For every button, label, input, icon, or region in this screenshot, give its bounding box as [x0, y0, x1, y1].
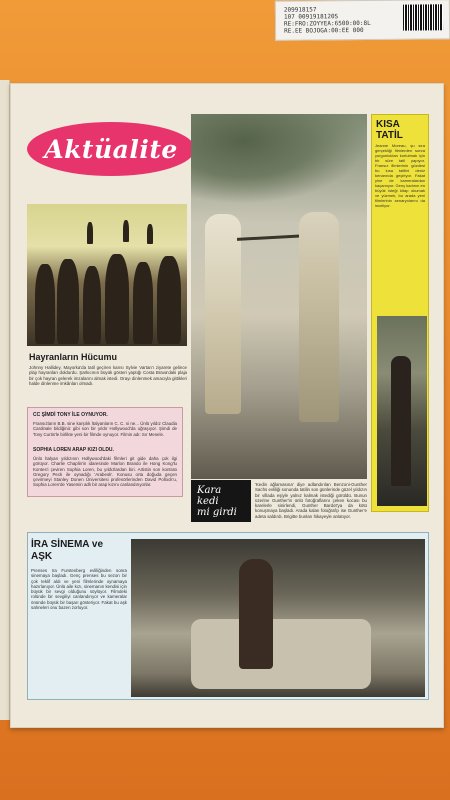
label-text — [284, 6, 404, 37]
ira-photo — [131, 539, 425, 697]
ira-title — [31, 539, 103, 563]
previous-page-edge — [0, 80, 10, 720]
sidebar-title-1: KISA — [376, 119, 400, 130]
label-line-3: RE.EE BOJOGA:00:EE 000 — [284, 26, 364, 35]
ira-body: Prenses Ira Furstenberg evliliğinden sonra sinemaya başladı. Genç prenses bu sezon bir çok teklif aldı ve yeni filmlerinde oynamaya hazırlanıyor. Ünlü aile kızı, sinemanın kendisi için büyük bir sevgi olduğunu söylüyor. Filmdeki rolünde bir sevgiliyi canlandırıyor ve kameralar önünde büyük bir başarı gösteriyor. Fakat bu aşk sahneleri onu bazen zorluyor. — [31, 568, 127, 611]
aktualite-logo — [27, 122, 195, 176]
sidebar-photo — [377, 316, 427, 506]
ira-title-1: İRA SİNEMA ve — [31, 539, 104, 550]
kara-kedi-tag — [191, 480, 251, 522]
kara-line-2: kedi — [197, 496, 219, 507]
person-figure — [391, 356, 411, 486]
pink-news-box — [27, 407, 183, 497]
pink-body-2: Ünlü İtalyan yıldızının Hollywood'daki filmleri git gide daha çok ilgi görüyor. Charlie Chaplin'in idaresinde Marlon Brando ile Hong Kong'lu Kontes'i çeviren Sophia Loren, bu yıldızlardan biri. Artistin son kontratı Gregory Peck ile oynadığı 'Arabesk'. Konusu orta doğuda geçen çevirmeyi Stanley Donen Üniversitesi profesörlerinden David Pollock'u, Sophia Loren'de Yasemin adlı bir arap kızını canlandırıyorlar. — [33, 456, 177, 488]
section1-body: Johnny Hallidey, Mayorka'da tatil geçiren karısı Sylvie Vartan'ı ziyarete gelince plajı hayranları doldurdu. Şarkıcının büyük gösteri yaptığı Costa Brava'daki plaja bir çok hayran gelerek imzalarını almak istedi. Orayı dinlenmek amacıyla gittikleri halde dinlenme imkânları olmadı. — [29, 365, 187, 386]
kara-line-4: girdi — [212, 507, 237, 518]
man-figure — [299, 212, 339, 422]
kara-line-3: mi — [197, 507, 210, 518]
label-line-1: 107 0091918120S — [283, 13, 339, 21]
woman-figure — [239, 559, 273, 669]
pink-body-1: Fransızların B.B. sine karşılık İtalyanların C. C. si ne... Ünlü yıldız Claudia Cardinale bildiğiniz gibi son bir yıldır Hollywood'da uğraşıyor. Şimdi de Tony Curtis'le birlikte yeni bir filmde oynuyor. Filmin adı: Sır Mesele. — [33, 421, 177, 437]
pink-head-1: CC ŞİMDİ TONY İLE OYNUYOR. — [33, 412, 108, 418]
pink-head-2: SOPHIA LOREN ARAP KIZI OLDU. — [33, 447, 114, 453]
rifle — [237, 234, 307, 241]
label-line-2: RE:FRO:ZOYYEA:6500:00:8L — [284, 19, 371, 28]
library-label — [275, 0, 450, 41]
bed — [191, 619, 371, 689]
trees — [191, 114, 367, 204]
sidebar-body: Jeanne Moreau, şu sıra gerçekliği filmlerden sonra yorgunluktan kurtulmak için bir süre tatil yapıyor. Fransız filmlerinin gözdesi bu kısa tatilini deniz kenarında geçiriyor. Fakat yine de kameralardan kaçamıyor. Genç kadının en büyük isteği kitap okumak ve yüzmek, bu arada yeni filmlerinin senaryolarını da inceliyor. — [375, 143, 425, 208]
main-photo — [191, 114, 367, 479]
label-line-number: 209918157 — [283, 6, 317, 14]
sidebar-title — [372, 115, 428, 143]
woman-figure — [205, 214, 241, 414]
sidebar-title-2: TATİL — [376, 130, 403, 141]
logo-text: Aktüalite — [44, 134, 178, 164]
crowd-photo — [27, 204, 187, 346]
kara-caption: 'Kedin ağlamasına' diye adlandırılan Benzoni-Gunther Sachs evliliği sonunda tatilin son günlerinde güzel yıldızın bir villada eşiyle yalnız kalmak istediği görüldü. Bunun üzerine Gunther'in ünlü fotoğraflarını çeken kocası bu karelerle sinirlendi, Gunther Bardot'ya da kötü konuşmaya başladı. Arada kalan fotoğrafçı ise Gunther'e adeta saldırdı. Brigitte bunları hikayeyle anlatıyor. — [255, 482, 367, 519]
kara-line-1: Kara — [197, 485, 222, 496]
ira-title-2: AŞK — [31, 551, 53, 562]
magazine-page — [10, 83, 444, 728]
barcode-icon — [403, 4, 443, 30]
section1-headline: Hayranların Hücumu — [29, 352, 118, 362]
